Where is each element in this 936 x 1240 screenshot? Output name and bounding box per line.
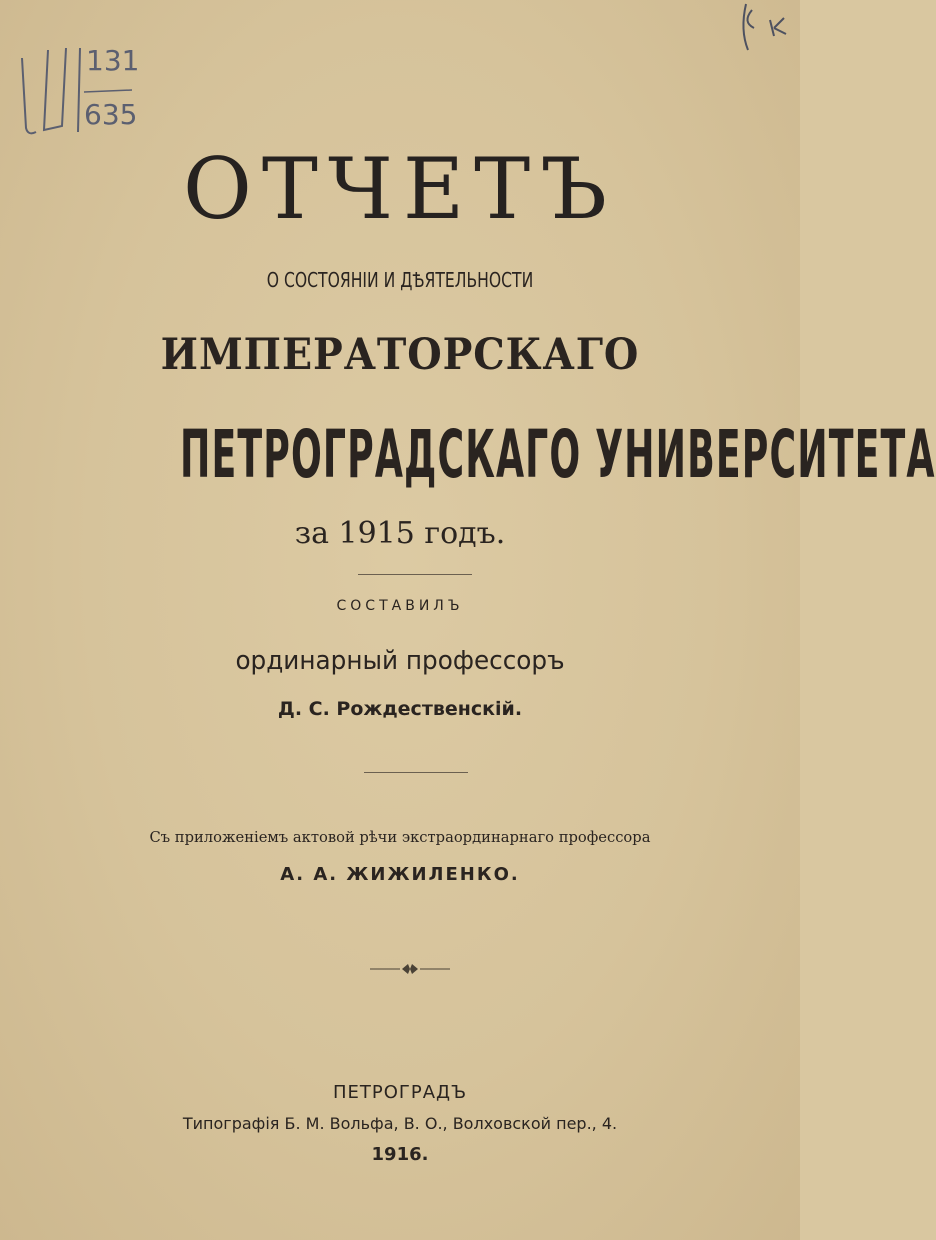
report-year: за 1915 годъ. <box>294 516 506 551</box>
subtitle-imperial: ИМПЕРАТОРСКАГО <box>160 330 640 380</box>
imprint-year: 1916. <box>371 1144 429 1165</box>
divider-rule <box>364 772 468 773</box>
document-title: ОТЧЕТЪ <box>183 140 617 238</box>
imprint-city: ПЕТРОГРАДЪ <box>332 1082 468 1103</box>
imprint-press: Типографія Б. М. Вольфа, В. О., Волховской пер., 4. <box>182 1114 618 1133</box>
appendix-author: А. А. ЖИЖИЛЕНКО. <box>280 864 520 885</box>
divider-rule <box>358 574 472 575</box>
corner-pencil-mark <box>734 0 794 60</box>
shelf-mark-bottom: 635 <box>84 98 138 131</box>
ornament-divider <box>370 962 450 976</box>
subtitle-university: ПЕТРОГРАДСКАГО УНИВЕРСИТЕТА <box>180 416 936 493</box>
professor-title: ординарный профессоръ <box>235 646 565 676</box>
author-name: Д. С. Рождественскій. <box>277 698 523 720</box>
compiled-by-label: СОСТАВИЛЪ <box>336 598 464 614</box>
subtitle-state-activity: О СОСТОЯНІИ И ДѢЯТЕЛЬНОСТИ <box>266 268 534 292</box>
appendix-note: Съ приложеніемъ актовой рѣчи экстраординарнаго профессора <box>149 828 651 846</box>
shelf-mark-top: 131 <box>86 44 140 77</box>
shelf-mark <box>14 40 164 140</box>
